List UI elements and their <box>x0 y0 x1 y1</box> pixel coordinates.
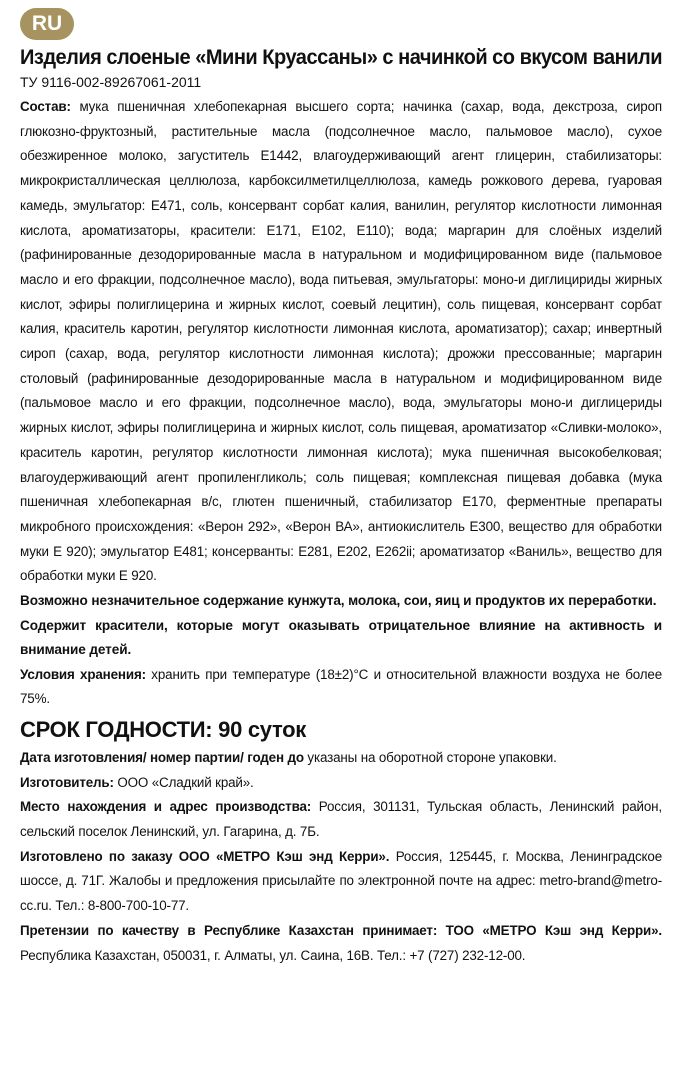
manufacturer-label: Изготовитель: <box>20 774 114 790</box>
kz-claims-label: Претензии по качеству в Республике Казахстан принимает: ТОО «МЕТРО Кэш энд Керри». <box>20 922 662 938</box>
allergen-note: Возможно незначительное содержание кунжута, молока, сои, яиц и продуктов их переработки. <box>20 593 657 609</box>
composition-paragraph <box>20 95 662 589</box>
ordered-by-text: Россия, 125445, г. Москва, Ленинградское шоссе, д. 71Г. Жалобы и предложения присылайте по электронной почте на адрес: metro-brand@metro-cc.ru. Тел.: 8-800-700-10-77. <box>20 848 662 914</box>
address-paragraph <box>20 795 662 844</box>
ordered-by-paragraph <box>20 845 662 919</box>
manufacture-date-paragraph <box>20 746 662 771</box>
storage-text: хранить при температуре (18±2)°С и относительной влажности воздуха не более 75%. <box>20 666 662 707</box>
manufacture-date-label: Дата изготовления/ номер партии/ годен до <box>20 749 304 765</box>
ordered-by-label: Изготовлено по заказу ООО «МЕТРО Кэш энд Керри». <box>20 848 390 864</box>
shelf-life-heading: СРОК ГОДНОСТИ: 90 суток <box>20 716 306 742</box>
manufacture-date-text: указаны на оборотной стороне упаковки. <box>303 749 557 765</box>
kz-claims-text: Республика Казахстан, 050031, г. Алматы, ул. Саина, 16В. Тел.: +7 (727) 232-12-00. <box>20 947 526 963</box>
manufacturer-paragraph <box>20 771 662 796</box>
composition-text: мука пшеничная хлебопекарная высшего сорта; начинка (сахар, вода, декстроза, сироп глюкозно-фруктозный, растительные масла (подсолнечное масло, пальмовое масло), сухое обезжиренное молоко, загуститель Е1442, влагоудерживающий агент глицерин, стабилизаторы: микрокристаллическая целлюлоза, карбоксилметилцеллюлоза, камедь рожкового дерева, гуаровая камедь, эмульгатор: Е471, соль, консервант сорбат калия, ванилин, регулятор кислотности лимонная кислота, ароматизаторы, красители: Е171, Е102, Е110); вода; маргарин для слоёных изделий (рафинированные дезодорированные масла в натуральном и модифицированном виде (пальмовое масло и его фракции, подсолнечное масло), вода питьевая, эмульгаторы: моно-и диглицириды жирных кислот, эфиры полиглицерина и жирных кислот, соевый лецитин), соль пищевая, консервант сорбат калия, краситель каротин, регулятор кислотности лимонная кислота, ароматизатор); сахар; инвертный сироп (сахар, вода, регулятор кислотности лимонная кислота); дрожжи прессованные; маргарин столовый (рафинированные дезодорированные масла в натуральном и модифицированном виде (пальмовое масло и его фракции, подсолнечное масло), вода, эмульгаторы моно-и диглицериды жирных кислот, эфиры полиглицерина и жирных кислот, соль пищевая, ароматизатор «Сливки-молоко», краситель каротин, регулятор кислотности лимонная кислота); мука пшеничная высокобелковая; влагоудерживающий агент пропиленгликоль; соль пищевая; комплексная пищевая добавка (мука пшеничная хлебопекарная в/с, глютен пшеничный, стабилизатор Е170, ферментные препараты микробного происхождения: «Верон 292», «Верон ВА», антиокислитель Е300, вещество для обработки муки Е 920); эмульгатор Е481; консерванты: Е281, Е202, Е262ii; ароматизатор «Ваниль», вещество для обработки муки Е 920. <box>20 99 662 584</box>
address-label: Место нахождения и адрес производства: <box>20 799 312 815</box>
storage-paragraph <box>20 663 662 712</box>
technical-spec-number: ТУ 9116-002-89267061-2011 <box>20 74 202 90</box>
kz-claims-paragraph <box>20 919 662 968</box>
language-badge: RU <box>20 8 74 40</box>
dye-warning: Содержит красители, которые могут оказывать отрицательное влияние на активность и внимание детей. <box>20 617 662 658</box>
storage-label: Условия хранения: <box>20 666 146 682</box>
manufacturer-text: ООО «Сладкий край». <box>113 774 254 790</box>
composition-label: Состав: <box>20 99 71 114</box>
product-title: Изделия слоеные «Мини Круассаны» с начинкой со вкусом ванили <box>20 45 663 69</box>
address-text: Россия, 301131, Тульская область, Ленинский район, сельский поселок Ленинский, ул. Гагарина, д. 7Б. <box>20 799 662 840</box>
